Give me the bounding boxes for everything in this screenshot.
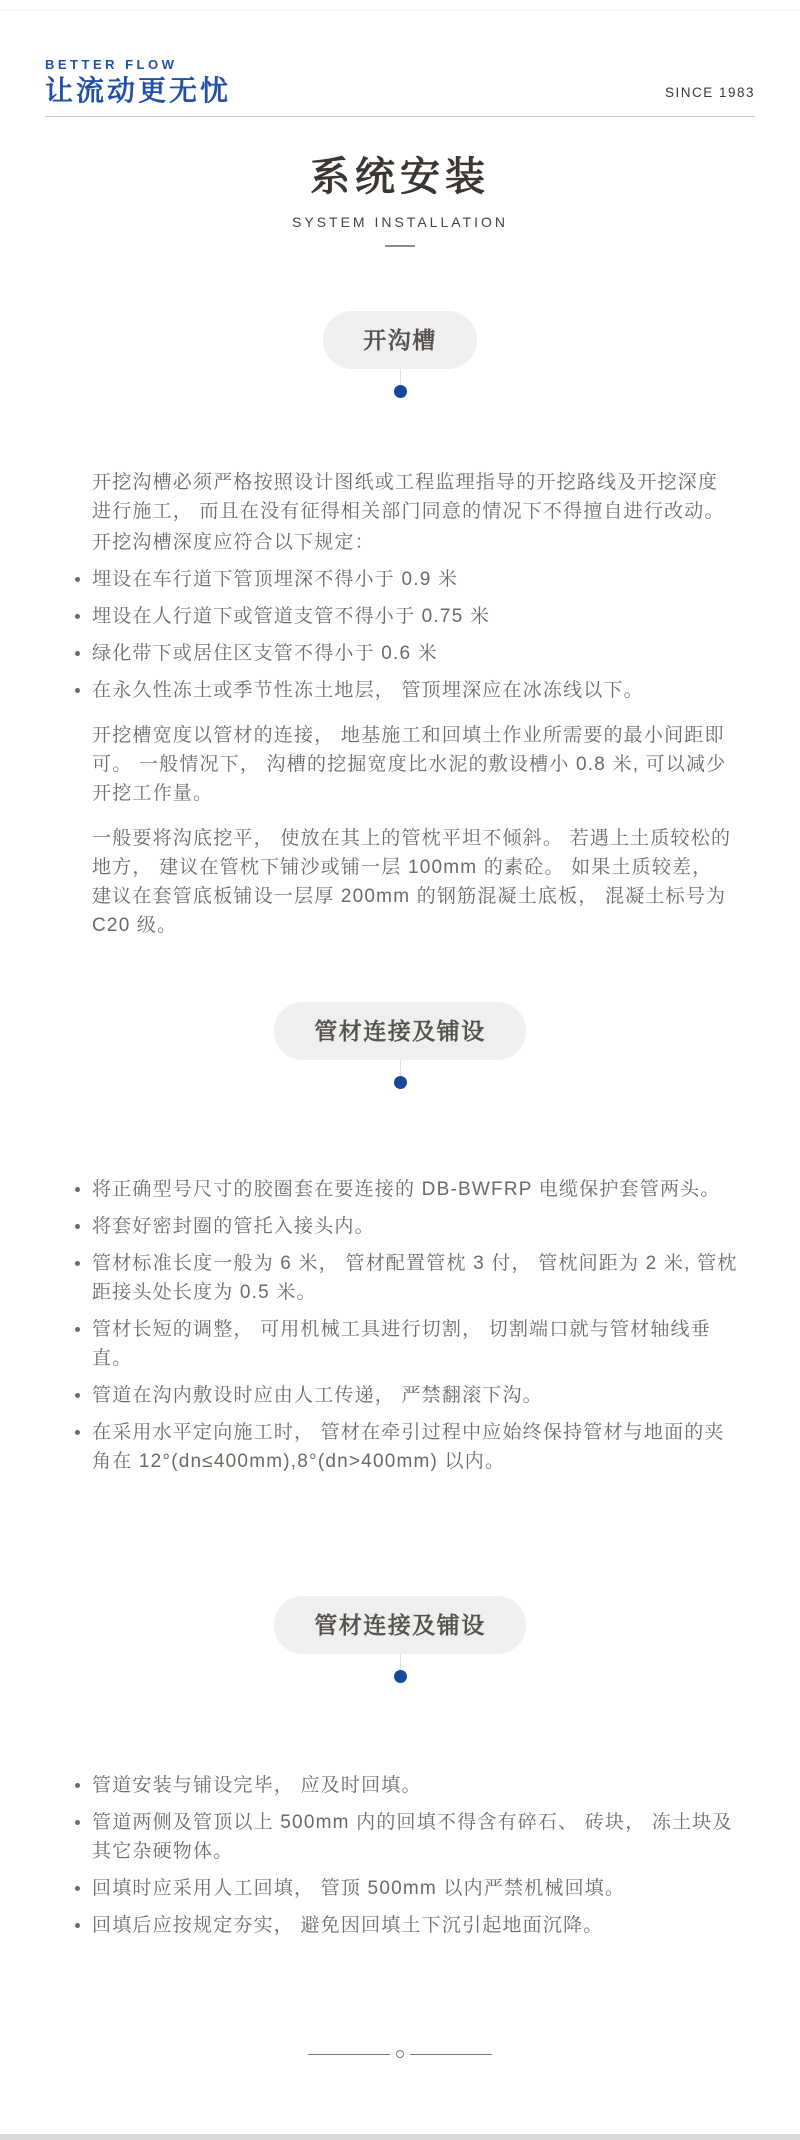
bullet-item: 回填时应采用人工回填， 管顶 500mm 以内严禁机械回填。	[92, 1874, 738, 1903]
ornament-line-right	[410, 2054, 492, 2055]
section-3-badge: 管材连接及铺设	[274, 1596, 526, 1654]
section-pipe-connection	[0, 1002, 800, 1476]
page-subtitle: SYSTEM INSTALLATION	[292, 214, 508, 230]
brand-logo: 让流动更无忧	[45, 75, 232, 106]
bullet-list	[92, 1175, 738, 1476]
page-title: 系统安装	[310, 155, 490, 199]
bullet-item: 管材标准长度一般为 6 米， 管材配置管枕 3 付， 管枕间距为 2 米, 管枕距接头处长度为 0.5 米。	[92, 1249, 738, 1307]
paragraph: 一般要将沟底挖平， 使放在其上的管枕平坦不倾斜。 若遇上土质较松的地方， 建议在管枕下铺沙或铺一层 100mm 的素砼。 如果土质较差， 建议在套管底板铺设一层厚 200mm 的钢筋混凝土底板， 混凝土标号为 C20 级。	[92, 828, 732, 936]
bullet-item: 管道两侧及管顶以上 500mm 内的回填不得含有碎石、 砖块， 冻土块及其它杂硬物体。	[92, 1808, 738, 1866]
subtitle-underline	[385, 245, 415, 247]
section-1-badge: 开沟槽	[323, 311, 477, 369]
footer-ornament	[0, 2050, 800, 2058]
badge-connector-dot	[394, 1076, 407, 1089]
title-block	[0, 155, 800, 247]
ornament-circle	[396, 2050, 404, 2058]
bottom-strip	[0, 2134, 800, 2140]
section-trenching	[0, 311, 800, 940]
bullet-item: 回填后应按规定夯实， 避免因回填土下沉引起地面沉降。	[92, 1911, 738, 1940]
bullet-item: 在采用水平定向施工时， 管材在牵引过程中应始终保持管材与地面的夹角在 12°(dn≤400mm),8°(dn>400mm) 以内。	[92, 1418, 738, 1476]
section-3-content	[92, 1771, 738, 1940]
bullet-item: 在永久性冻土或季节性冻土地层， 管顶埋深应在冰冻线以下。	[92, 676, 738, 705]
paragraph: 开挖沟槽必须严格按照设计图纸或工程监理指导的开挖路线及开挖深度进行施工， 而且在没有征得相关部门同意的情况下不得擅自进行改动。	[92, 472, 725, 522]
section-backfill	[0, 1596, 800, 1940]
badge-connector-line	[400, 1654, 401, 1670]
bullet-item: 绿化带下或居住区支管不得小于 0.6 米	[92, 639, 738, 668]
bullet-list	[92, 565, 738, 705]
badge-connector-dot	[394, 1670, 407, 1683]
bullet-item: 将正确型号尺寸的胶圈套在要连接的 DB-BWFRP 电缆保护套管两头。	[92, 1175, 738, 1204]
bullet-item: 埋设在车行道下管顶埋深不得小于 0.9 米	[92, 565, 738, 594]
paragraph: 开挖槽宽度以管材的连接， 地基施工和回填土作业所需要的最小间距即可。 一般情况下， 沟槽的挖掘宽度比水泥的敷设槽小 0.8 米, 可以减少开挖工作量。	[92, 725, 727, 804]
badge-connector-line	[400, 1060, 401, 1076]
badge-connector-line	[400, 369, 401, 385]
section-3-head	[0, 1596, 800, 1683]
page-header	[0, 0, 800, 117]
bullet-item: 埋设在人行道下或管道支管不得小于 0.75 米	[92, 602, 738, 631]
since-label: SINCE 1983	[664, 85, 755, 100]
section-2-head	[0, 1002, 800, 1089]
section-2-badge: 管材连接及铺设	[274, 1002, 526, 1060]
header-divider	[45, 116, 755, 117]
bullet-item: 管材长短的调整， 可用机械工具进行切割， 切割端口就与管材轴线垂直。	[92, 1315, 738, 1373]
ornament-line-left	[308, 2054, 390, 2055]
list-intro: 开挖沟槽深度应符合以下规定：	[92, 532, 375, 553]
bullet-list	[92, 1771, 738, 1940]
brand-tagline: BETTER FLOW	[45, 57, 178, 72]
bullet-item: 将套好密封圈的管托入接头内。	[92, 1212, 738, 1241]
bullet-item: 管道安装与铺设完毕， 应及时回填。	[92, 1771, 738, 1800]
section-2-content	[92, 1175, 738, 1476]
section-1-content	[92, 468, 738, 940]
badge-connector-dot	[394, 385, 407, 398]
section-1-head	[0, 311, 800, 398]
bullet-item: 管道在沟内敷设时应由人工传递， 严禁翻滚下沟。	[92, 1381, 738, 1410]
